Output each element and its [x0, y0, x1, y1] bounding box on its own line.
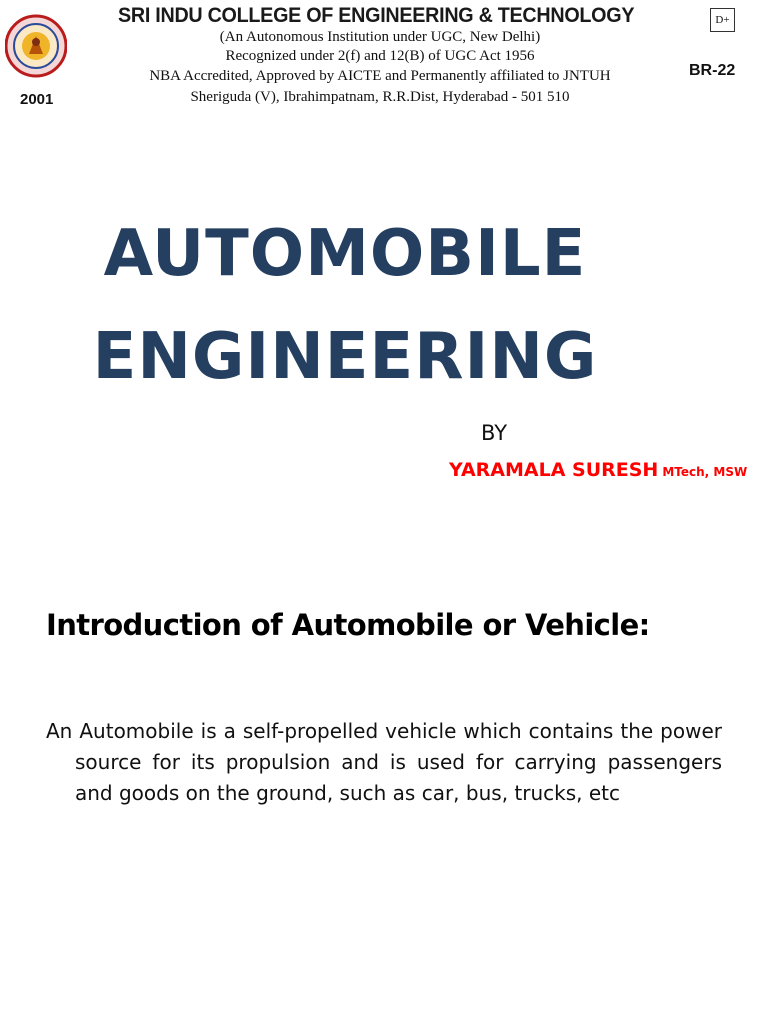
header-line-autonomous: (An Autonomous Institution under UGC, New Delhi) — [219, 29, 541, 45]
section-paragraph: An Automobile is a self-propelled vehicle which contains the power source for its propulsion and is used for carrying passengers and goods on the ground, such as car, bus, trucks, etc — [46, 719, 722, 805]
title-line-1: AUTOMOBILE — [103, 217, 587, 291]
title-line-2: ENGINEERING — [92, 320, 598, 394]
header-line-address: Sheriguda (V), Ibrahimpatnam, R.R.Dist, Hyderabad - 501 510 — [190, 89, 570, 105]
by-label: BY — [481, 421, 508, 445]
college-name: SRI INDU COLLEGE OF ENGINEERING & TECHNOLOGY — [118, 4, 635, 27]
author-name: YARAMALA SURESH — [449, 459, 659, 481]
author-qualifications: MTech, MSW — [662, 465, 748, 479]
grade-badge: D+ — [710, 8, 735, 32]
author-line — [449, 459, 747, 481]
regulation-label: BR-22 — [689, 62, 736, 79]
college-seal-icon — [5, 4, 67, 88]
section-heading: Introduction of Automobile or Vehicle: — [46, 608, 650, 642]
header-line-accreditation: NBA Accredited, Approved by AICTE and Permanently affiliated to JNTUH — [149, 68, 611, 84]
founding-year: 2001 — [20, 91, 54, 108]
header-line-recognition: Recognized under 2(f) and 12(B) of UGC Act 1956 — [225, 48, 535, 64]
